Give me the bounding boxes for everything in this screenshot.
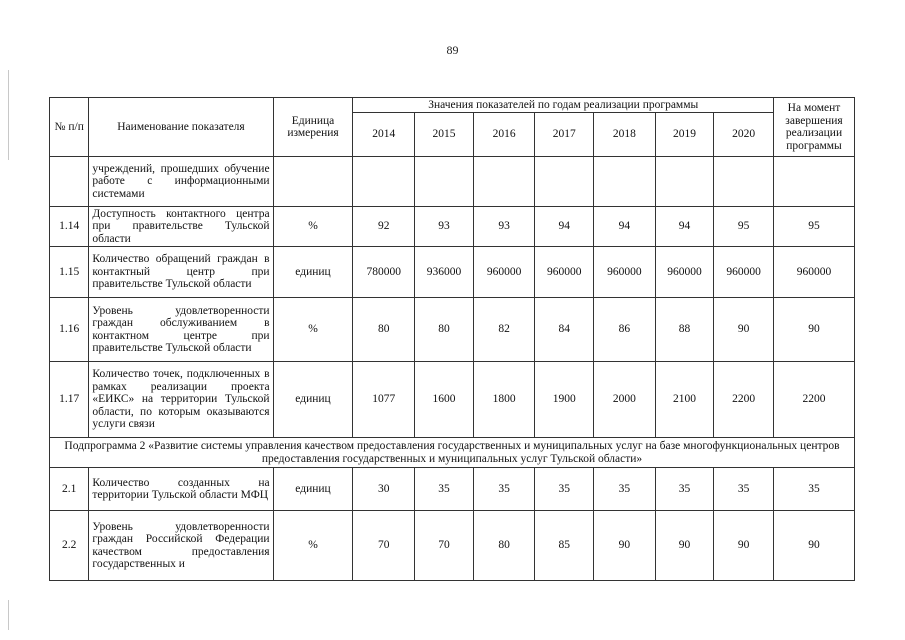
header-name: Наименование показателя [89, 98, 273, 157]
row-value: 84 [535, 298, 594, 362]
row-final: 90 [774, 298, 855, 362]
row-value: 94 [594, 207, 656, 247]
row-value: 2000 [594, 362, 656, 438]
row-value: 88 [655, 298, 714, 362]
row-num: 1.15 [50, 247, 89, 298]
row-value: 93 [473, 207, 535, 247]
row-value: 90 [714, 511, 774, 581]
row-value: 93 [415, 207, 474, 247]
header-year: 2016 [473, 113, 535, 157]
row-value: 2100 [655, 362, 714, 438]
row-name: Доступность контактного центра при правительстве Тульской области [89, 207, 273, 247]
row-value: 35 [594, 468, 656, 511]
header-year: 2019 [655, 113, 714, 157]
row-unit: % [273, 207, 353, 247]
row-value: 960000 [594, 247, 656, 298]
scan-edge-mark [8, 70, 9, 160]
row-unit: единиц [273, 468, 353, 511]
row-final [774, 157, 855, 207]
row-value: 90 [714, 298, 774, 362]
row-final: 2200 [774, 362, 855, 438]
row-num: 2.1 [50, 468, 89, 511]
row-value: 960000 [473, 247, 535, 298]
row-value: 35 [714, 468, 774, 511]
page-number: 89 [446, 43, 459, 57]
row-value: 1600 [415, 362, 474, 438]
header-year: 2018 [594, 113, 656, 157]
header-num: № п/п [50, 98, 89, 157]
row-num: 1.16 [50, 298, 89, 362]
row-name: Уровень удовлетворенности граждан обслуживанием в контактном центре при правительстве Тульской области [89, 298, 273, 362]
row-value: 960000 [535, 247, 594, 298]
row-final: 35 [774, 468, 855, 511]
table-row [50, 157, 855, 207]
row-value: 960000 [655, 247, 714, 298]
subprogram-row [50, 438, 855, 468]
row-value [714, 157, 774, 207]
row-value [473, 157, 535, 207]
row-value [415, 157, 474, 207]
row-name: учреждений, прошедших обучение работе с информационными системами [89, 157, 273, 207]
row-value: 1800 [473, 362, 535, 438]
row-num: 2.2 [50, 511, 89, 581]
row-value [655, 157, 714, 207]
row-value: 80 [353, 298, 415, 362]
table-row [50, 298, 855, 362]
row-value: 35 [415, 468, 474, 511]
table-row [50, 207, 855, 247]
row-value [594, 157, 656, 207]
row-num: 1.17 [50, 362, 89, 438]
row-num [50, 157, 89, 207]
row-unit: единиц [273, 247, 353, 298]
header-row-1 [50, 98, 855, 113]
table-row [50, 511, 855, 581]
header-values-group: Значения показателей по годам реализации программы [353, 98, 774, 113]
row-value: 80 [415, 298, 474, 362]
subprogram-title: Подпрограмма 2 «Развитие системы управления качеством предоставления государственных и муниципальных услуг на базе многофункциональных центров предоставления государственных и муниципальных услуг Тульской области» [50, 438, 855, 468]
header-unit: Единица измерения [273, 98, 353, 157]
row-value: 86 [594, 298, 656, 362]
row-value: 90 [655, 511, 714, 581]
row-value: 936000 [415, 247, 474, 298]
table-row [50, 247, 855, 298]
row-value: 92 [353, 207, 415, 247]
row-value: 70 [353, 511, 415, 581]
row-value: 1900 [535, 362, 594, 438]
row-value [353, 157, 415, 207]
row-value: 94 [655, 207, 714, 247]
row-final: 960000 [774, 247, 855, 298]
row-value: 80 [473, 511, 535, 581]
scan-edge-mark [8, 600, 9, 630]
row-value [535, 157, 594, 207]
row-value: 35 [655, 468, 714, 511]
row-unit: % [273, 298, 353, 362]
table-row [50, 362, 855, 438]
header-year: 2015 [415, 113, 474, 157]
row-unit: % [273, 511, 353, 581]
row-value: 70 [415, 511, 474, 581]
row-unit: единиц [273, 362, 353, 438]
row-value: 90 [594, 511, 656, 581]
row-name: Количество созданных на территории Тульской области МФЦ [89, 468, 273, 511]
row-final: 95 [774, 207, 855, 247]
row-final: 90 [774, 511, 855, 581]
row-value: 1077 [353, 362, 415, 438]
row-name: Количество обращений граждан в контактный центр при правительстве Тульской области [89, 247, 273, 298]
header-year: 2014 [353, 113, 415, 157]
row-value: 82 [473, 298, 535, 362]
row-value: 94 [535, 207, 594, 247]
row-unit [273, 157, 353, 207]
row-name: Уровень удовлетворенности граждан Российской Федерации качеством предоставления государственных и [89, 511, 273, 581]
row-value: 35 [473, 468, 535, 511]
indicators-table [49, 97, 855, 581]
row-value: 2200 [714, 362, 774, 438]
row-num: 1.14 [50, 207, 89, 247]
header-year: 2017 [535, 113, 594, 157]
row-value: 960000 [714, 247, 774, 298]
table-row [50, 468, 855, 511]
row-value: 35 [535, 468, 594, 511]
row-name: Количество точек, подключенных в рамках реализации проекта «ЕИКС» на территории Тульской области, по которым оказываются услуги связи [89, 362, 273, 438]
row-value: 85 [535, 511, 594, 581]
header-year: 2020 [714, 113, 774, 157]
header-final: На момент завершения реализации программы [774, 98, 855, 157]
row-value: 30 [353, 468, 415, 511]
row-value: 780000 [353, 247, 415, 298]
row-value: 95 [714, 207, 774, 247]
